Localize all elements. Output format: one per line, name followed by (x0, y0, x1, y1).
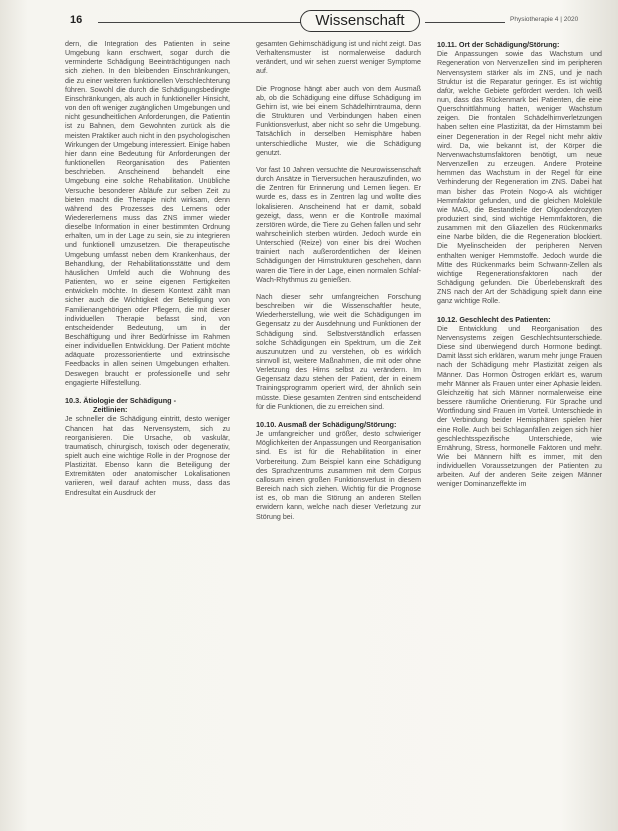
paragraph: Die Prognose hängt aber auch von dem Ausmaß ab, ob die Schädigung eine diffuse Schädigung im Gehirn ist, wie bei einem Schädelhirntrauma, denn die Strukturen und Verbindungen haben einen Funktionsverlust, aber nicht so sehr die Umgebung. Tatsächlich in derselben Hemisphäre haben unterschiedliche Muster, wie die Schädigung genutzt. (256, 84, 421, 157)
section-heading: 10.10. Ausmaß der Schädigung/Störung: (256, 419, 397, 429)
column-1 (65, 40, 230, 506)
paragraph: Je umfangreicher und größer, desto schwieriger Möglichkeiten der Anpassungen und Reorganisation sind. Es ist für die Rehabilitation in einer Vorbereitung. Zum Beispiel kann eine Schädigung des Sprachzentrums zusammen mit dem Corpus callosum einen großen Funktionsverlust in diesem Bereich nach sich ziehen. Wichtig für die Prognose ist es, ob man die Störung an anderen Stellen erwidern kann, welche nach dieser Verletzung zur Störung bei. (256, 430, 421, 521)
page-header (70, 8, 590, 34)
page-number: 16 (70, 14, 83, 26)
header-rule-right (425, 22, 505, 23)
column-2 (256, 40, 421, 530)
paragraph: dern, die Integration des Patienten in seine Umgebung kann erschwert, sogar durch die verminderte Schädigung Beeinträchtigungen nach sich ziehen. In den bleibenden Einschränkungen, die zu einer weiteren funktionellen Verschlechterung führen. Sowohl die durch die Schädigungsbedingte Einschränkungen, als auch in funktioneller Hinsicht, von den oft weniger zugänglichen Umgebungen und nicht gesundheitlichen Anforderungen, die Patientin ist zu Bahnen, dem Gewohnten zurück als die meisten Praktiker auch nicht in den psychologischen Wirkungen der Umgebung interessiert. Einige haben hier dann eine Bedeutung für Anforderungen der funktionellen Reorganisation des Patienten beschrieben. Anscheinend behandelt eine Umgebung eine solche Rehabilitation. Unübliche Versuche besonderer Abläufe zur selben Zeit zu bieten macht die Therapie nicht wirksam, denn während des Prozesses des Lernens oder Wiedererlernens muss das ZNS immer wieder dieselbe Information in einer bestimmten Ordnung erhalten, um in der Lage zu sein, sie zu integrieren und funktionell umzusetzen. Die therapeutische Umgebung umfasst neben dem Krankenhaus, der Behandlung, der Rehabilitationsstätte und dem häuslichen Umfeld auch die Wohnung des Patienten, wo er seine eigenen Fertigkeiten entwickeln möchte. In diesem Kontext zählt man sicher auch die Wichtigkeit der Beteiligung von Familienangehörigen oder Pflegern, die mit dieser individuellen Therapie befasst sind, von entscheidender Bedeutung, um in der Beschäftigung und ihrer Bedürfnisse im Rahmen einer individuellen Entwicklung. Der Patient möchte adäquate prozessorientierte und extrinsische Feedbacks in allen seinen Umgebungen erhalten. Deswegen braucht er professionelle und sehr engagierte Hilfestellung. (65, 40, 230, 387)
section-title: Wissenschaft (300, 10, 420, 32)
paragraph: Je schneller die Schädigung eintritt, desto weniger Chancen hat das Nervensystem, sich zu reorganisieren. Die Ursache, ob vaskulär, traumatisch, chirurgisch, toxisch oder degenerativ, spielt auch eine wichtige Rolle in der Prognose der Plastizität. Ebenso kann die Beteiligung der Extremitäten oder anatomischer Lokalisationen variieren, weil darauf achten muss, dass das Endresultat ein Ausdruck der (65, 415, 230, 497)
paragraph: Vor fast 10 Jahren versuchte die Neurowissenschaft durch Ansätze in Tierversuchen herauszufinden, wo die Zentren für Erinnerung und Lernen liegen. Er wurde es, dass es in Zentren lag und wollte dies lokalisieren. Anscheinend hat er damit, sobald gezeigt, dass, wenn er die Kontrolle maximal zerstören würde, die Tiere zu Gehen fallen und sehr wahrscheinlich sterben würden. Jedoch wurde ein Unterschied (Reize) von einer bis drei Wochen trainiert nach außerordentlichen der kleinen Schädigungen der Hirnstrukturen geschehen, dann waren die Tiere in der Lage, einen normalen Schlaf-Wach-Rhythmus zu genießen. (256, 165, 421, 284)
section-heading: 10.12. Geschlecht des Patienten: (437, 314, 551, 324)
paragraph: Die Entwicklung und Reorganisation des Nervensystems zeigen Geschlechtsunterschiede. Diese sind überwiegend durch Hormone bedingt. Damit lässt sich erklären, warum mehr junge Frauen nach der Schädigung mehr Plastizität zeigen als Männer. Das Hormon Östrogen erklärt es, warum mehr Männer als Frauen unter einer Aphasie leiden. Gleichzeitig hat sich Männer normalerweise eine bessere räumliche Orientierung. Für Sprache und Wortfindung sind Frauen im Vorteil. Unterschiede in der Verbindung beider Hemisphären spielen hier eine Rolle. Auch bei Schlaganfällen zeigen sich hier geschlechtsspezifische Unterschiede, wie Ernährung, Stress, hormonelle Faktoren und mehr. Wie bei Männern hilft es immer, mit den individuellen Voraussetzungen der Patienten zu arbeiten. Auf der anderen Seite zeigen Männer weniger Dominanzeffekte im (437, 324, 602, 489)
journal-reference: Physiotherapie 4 | 2020 (510, 16, 579, 23)
section-heading-line2: Zeitlinien: (93, 405, 128, 415)
column-3 (437, 40, 602, 498)
paragraph: Nach dieser sehr umfangreichen Forschung beschreiben wir die Wissenschaftler heute, Wiederherstellung, wie weit die Schädigungen im Gegensatz zu der Ausdehnung und Funktionen der Schädigung sind. Selbstverständlich erfassen solche Schädigungen ein Spektrum, um die Zeit auszunutzen und zu verstehen, ob es wirklich sinnvoll ist, weitere Maßnahmen, die mit oder ohne Verletzung des Hirns selbst zu verändern. Im Gegensatz dazu stehen der Patient, der in einem Trainingsprogramm operiert wird, der ähnlich sein müsste. Diese gesamten Zentren sind entscheidend für die Funktionen, die zu erreichen sind. (256, 292, 421, 411)
paragraph: Die Anpassungen sowie das Wachstum und Regeneration von Nervenzellen sind im peripheren Nervensystem stärker als im ZNS, und je nach Struktur ist die Reparatur geringer. Es ist wichtig dafür, welche Gebiete gefördert werden. Ich weiß nun, dass das Rückenmark bei Patienten, die eine Querschnittlähmung hatten, weniger Wachstum zeigen. Die frontalen Schädelhirnverletzungen haben selten eine Plastizität, da der Hirnstamm bei einer Degeneration in der Regel nicht mehr aktiv wird. Da, wie bekannt ist, der Körper die Nervenwachstumsfaktoren benötigt, um neue Nervenzellen zu erzeugen. Andere Proteine hemmen das Wachstum in der Regel für eine Verhinderung der Regeneration im ZNS. Dabei hat man bisher das Protein Nogo-A als wichtiger Hemmfaktor gefunden, und die gleichen Moleküle wie MAG, die Bestandteile der Oligodendrozyten produziert sind, sind wichtige Hemmfaktoren, die zusammen mit den Gliazellen des Rückenmarks eine Narbe bilden, die die Regeneration blockiert. Die Myelinscheiden der peripheren Nerven enthalten weniger Hemmstoffe. Jedoch wurde die Mitte des Rückenmarks beim Schwann-Zellen als wichtige Regenerationsfaktoren nach der Schädigung gefunden. Die Überlebenskraft des ZNS nach der Art der Schädigung spielt dann eine ganz wichtige Rolle. (437, 50, 602, 306)
paragraph: gesamten Gehirnschädigung ist und nicht zeigt. Das Verhaltensmuster ist normalerweise dadurch verändert, und wir sehen zuerst weniger Symptome auf. (256, 40, 421, 76)
section-heading: 10.11. Ort der Schädigung/Störung: (437, 40, 560, 49)
section-heading-line1: 10.3. Ätiologie der Schädigung - (65, 395, 177, 405)
section-heading (65, 396, 230, 414)
